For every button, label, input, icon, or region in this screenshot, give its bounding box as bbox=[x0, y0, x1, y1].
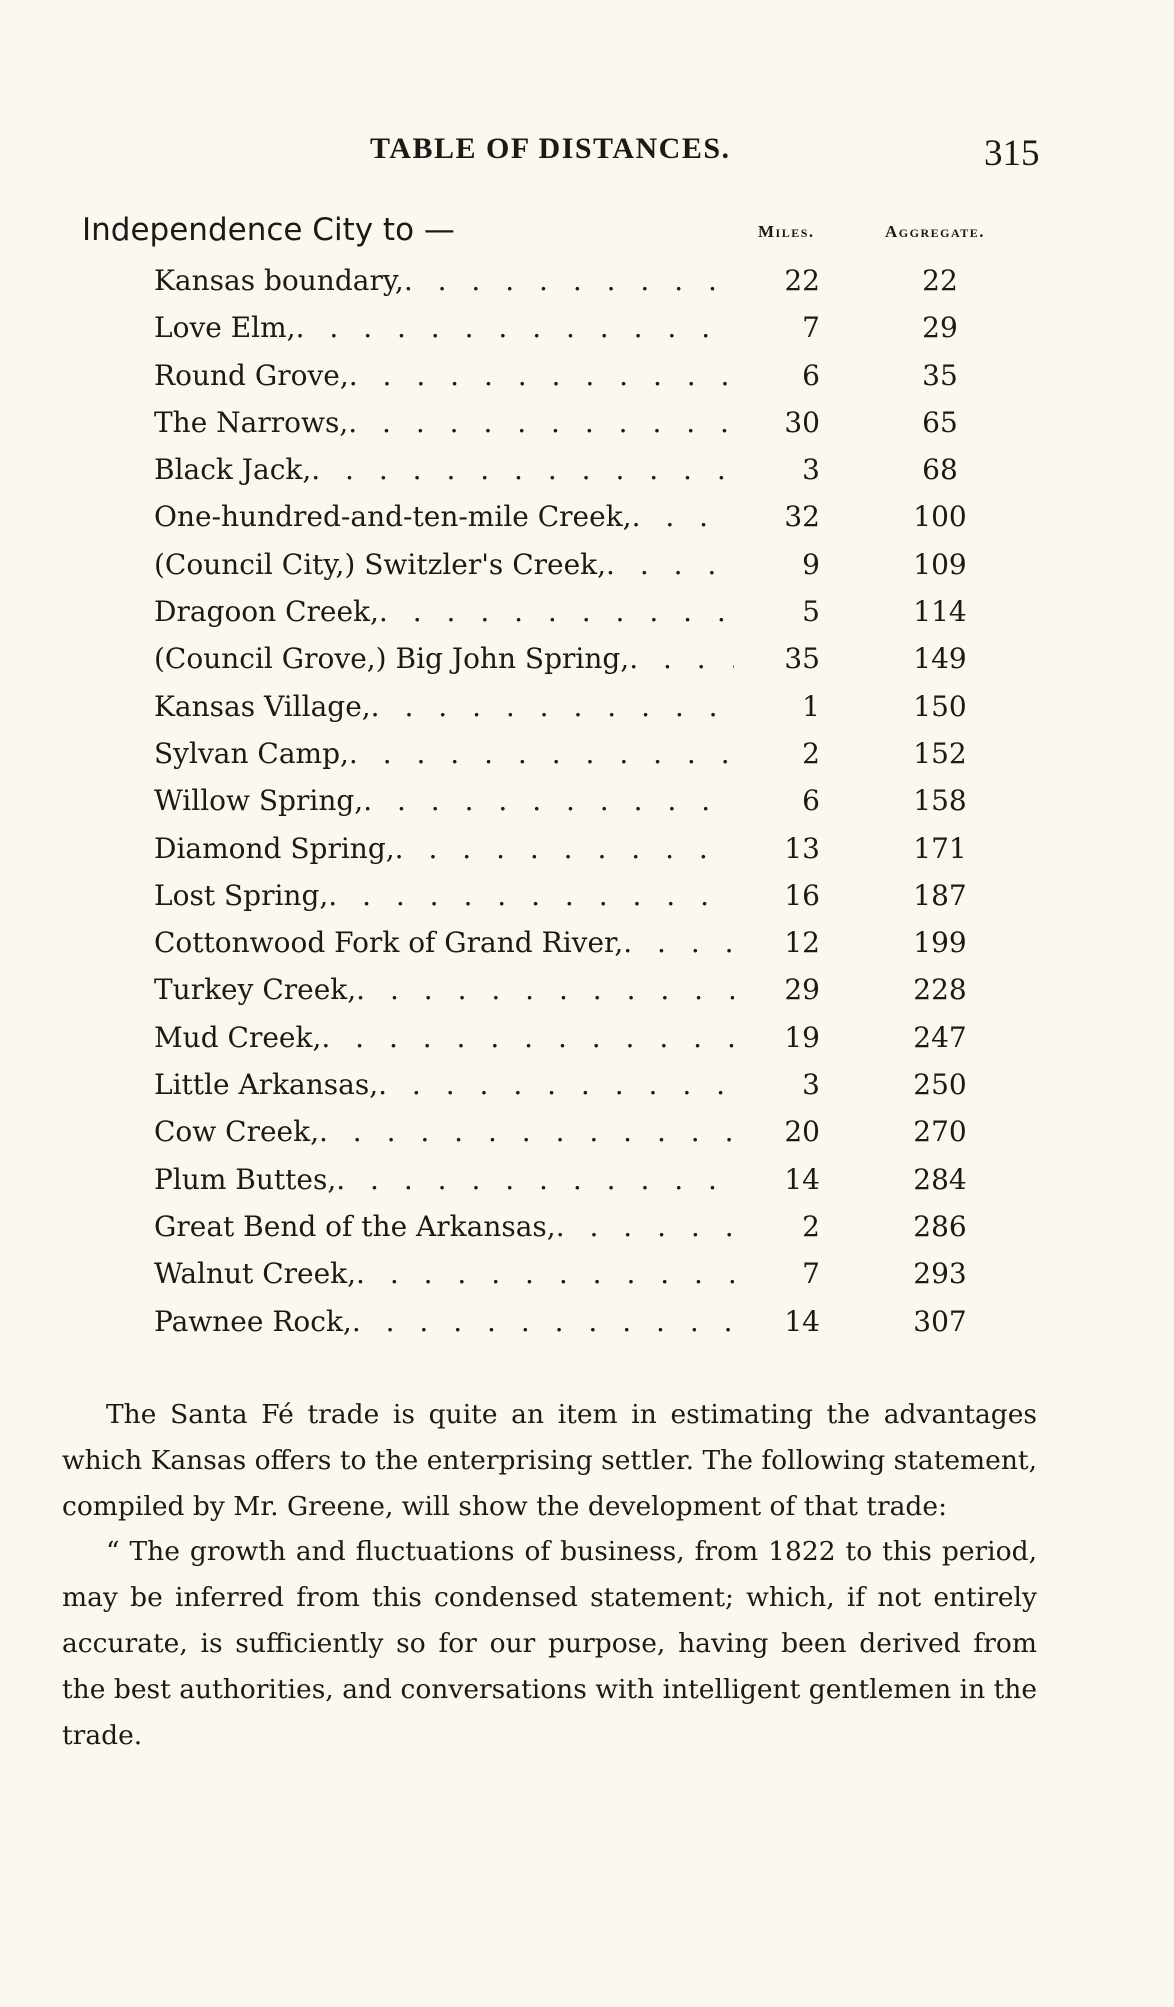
place-name: (Council City,) Switzler's Creek, bbox=[154, 547, 607, 581]
table-row bbox=[0, 642, 1174, 689]
place-name: Great Bend of the Arkansas, bbox=[154, 1209, 556, 1243]
place-cell bbox=[154, 264, 734, 297]
table-heading: Independence City to — bbox=[82, 212, 455, 248]
place-name: Round Grove, bbox=[154, 358, 349, 392]
aggregate-value: 29 bbox=[922, 311, 958, 345]
table-row bbox=[0, 973, 1174, 1020]
place-cell bbox=[154, 1257, 734, 1290]
table-row bbox=[0, 1257, 1174, 1304]
aggregate-value: 293 bbox=[913, 1257, 967, 1291]
aggregate-value: 22 bbox=[922, 264, 958, 297]
dot-leader bbox=[363, 784, 734, 817]
place-name: (Council Grove,) Big John Spring, bbox=[154, 642, 630, 676]
table-row bbox=[0, 690, 1174, 737]
place-cell bbox=[154, 359, 734, 392]
place-cell bbox=[154, 1163, 734, 1196]
place-cell bbox=[154, 1068, 734, 1101]
aggregate-value: 228 bbox=[913, 973, 967, 1007]
aggregate-value: 247 bbox=[913, 1020, 967, 1054]
place-name: Black Jack, bbox=[154, 453, 312, 487]
dot-leader bbox=[296, 311, 734, 344]
aggregate-value: 65 bbox=[922, 405, 958, 439]
aggregate-value: 158 bbox=[913, 784, 967, 818]
miles-value: 7 bbox=[802, 1257, 820, 1291]
aggregate-value: 149 bbox=[913, 642, 967, 676]
place-cell bbox=[154, 1115, 734, 1148]
aggregate-value: 68 bbox=[922, 453, 958, 487]
miles-value: 3 bbox=[802, 1068, 820, 1102]
dot-leader bbox=[348, 406, 734, 439]
miles-value: 19 bbox=[784, 1020, 820, 1054]
place-name: Turkey Creek, bbox=[154, 973, 357, 1007]
miles-value: 6 bbox=[802, 358, 820, 392]
table-row bbox=[0, 784, 1174, 831]
miles-value: 6 bbox=[802, 784, 820, 818]
miles-value: 13 bbox=[784, 831, 820, 865]
dot-leader bbox=[328, 879, 734, 912]
place-cell bbox=[154, 595, 734, 628]
place-name: Sylvan Camp, bbox=[154, 736, 349, 770]
miles-value: 2 bbox=[802, 1209, 820, 1243]
dot-leader bbox=[319, 1115, 734, 1148]
miles-value: 29 bbox=[784, 973, 820, 1007]
dot-leader bbox=[321, 1021, 734, 1054]
aggregate-value: 284 bbox=[913, 1162, 967, 1196]
table-row bbox=[0, 264, 1174, 311]
place-cell bbox=[154, 311, 734, 344]
dot-leader bbox=[379, 595, 734, 628]
aggregate-column-header: Aggregate. bbox=[885, 222, 985, 241]
miles-value: 3 bbox=[802, 453, 820, 487]
paragraph: The Santa Fé trade is quite an item in estimating the advantages which Kansas offers to the enterprising settler. The following statement, compiled by Mr. Greene, will show the development of that trade: bbox=[62, 1399, 1037, 1522]
aggregate-value: 187 bbox=[913, 878, 967, 912]
dot-leader bbox=[356, 973, 734, 1006]
aggregate-value: 270 bbox=[913, 1115, 967, 1149]
dot-leader bbox=[404, 264, 734, 297]
place-cell bbox=[154, 406, 734, 439]
dot-leader bbox=[395, 832, 734, 865]
place-cell bbox=[154, 784, 734, 817]
place-cell bbox=[154, 642, 734, 675]
table-row bbox=[0, 595, 1174, 642]
table-row bbox=[0, 406, 1174, 453]
dot-leader bbox=[371, 690, 734, 723]
table-row bbox=[0, 1210, 1174, 1257]
miles-value: 35 bbox=[784, 642, 820, 676]
table-row bbox=[0, 453, 1174, 500]
place-name: The Narrows, bbox=[154, 405, 349, 439]
place-name: Cow Creek, bbox=[154, 1115, 319, 1149]
place-name: Cottonwood Fork of Grand River, bbox=[154, 926, 624, 960]
aggregate-value: 150 bbox=[913, 689, 967, 723]
aggregate-value: 286 bbox=[913, 1209, 967, 1243]
dot-leader bbox=[632, 500, 734, 533]
aggregate-value: 307 bbox=[913, 1304, 967, 1338]
dot-leader bbox=[378, 1068, 734, 1101]
dot-leader bbox=[349, 737, 734, 770]
miles-value: 14 bbox=[784, 1304, 820, 1338]
place-cell bbox=[154, 453, 734, 486]
place-name: Lost Spring, bbox=[154, 878, 329, 912]
aggregate-value: 171 bbox=[913, 831, 967, 865]
miles-value: 2 bbox=[802, 736, 820, 770]
dot-leader bbox=[606, 548, 734, 581]
place-cell bbox=[154, 1021, 734, 1054]
table-row bbox=[0, 359, 1174, 406]
place-cell bbox=[154, 926, 734, 959]
aggregate-value: 199 bbox=[913, 926, 967, 960]
place-name: Walnut Creek, bbox=[154, 1257, 357, 1291]
miles-column-header: Miles. bbox=[758, 222, 815, 241]
miles-value: 22 bbox=[784, 264, 820, 297]
aggregate-value: 100 bbox=[913, 500, 967, 534]
dot-leader bbox=[556, 1210, 734, 1243]
paragraph: “ The growth and fluctuations of business, from 1822 to this period, may be inferred from this condensed statement; which, if not entirely accurate, is sufficiently so for our purpose, having been derived from the best authorities, and conversations with intelligent gentlemen in the trade. bbox=[62, 1536, 1037, 1751]
miles-value: 7 bbox=[802, 311, 820, 345]
table-row bbox=[0, 1305, 1174, 1352]
miles-value: 30 bbox=[784, 405, 820, 439]
place-cell bbox=[154, 973, 734, 1006]
dot-leader bbox=[356, 1257, 734, 1290]
place-cell bbox=[154, 1305, 734, 1338]
place-name: Diamond Spring, bbox=[154, 831, 395, 865]
aggregate-value: 35 bbox=[922, 358, 958, 392]
miles-value: 32 bbox=[784, 500, 820, 534]
aggregate-value: 114 bbox=[913, 595, 967, 629]
miles-value: 20 bbox=[784, 1115, 820, 1149]
place-name: Pawnee Rock, bbox=[154, 1304, 352, 1338]
dot-leader bbox=[349, 359, 734, 392]
table-row bbox=[0, 500, 1174, 547]
distance-table bbox=[0, 264, 1174, 1352]
miles-value: 16 bbox=[784, 878, 820, 912]
miles-value: 5 bbox=[802, 595, 820, 629]
place-name: Mud Creek, bbox=[154, 1020, 322, 1054]
table-row bbox=[0, 832, 1174, 879]
place-cell bbox=[154, 832, 734, 865]
dot-leader bbox=[336, 1163, 734, 1196]
table-row bbox=[0, 1068, 1174, 1115]
aggregate-value: 109 bbox=[913, 547, 967, 581]
table-row bbox=[0, 1115, 1174, 1162]
aggregate-value: 250 bbox=[913, 1068, 967, 1102]
aggregate-value: 152 bbox=[913, 736, 967, 770]
table-row bbox=[0, 879, 1174, 926]
place-name: Kansas boundary, bbox=[154, 264, 404, 297]
miles-value: 12 bbox=[784, 926, 820, 960]
miles-value: 9 bbox=[802, 547, 820, 581]
table-row bbox=[0, 1021, 1174, 1068]
place-name: Dragoon Creek, bbox=[154, 595, 379, 629]
place-name: Love Elm, bbox=[154, 311, 296, 345]
place-cell bbox=[154, 690, 734, 723]
place-name: One-hundred-and-ten-mile Creek, bbox=[154, 500, 632, 534]
miles-value: 1 bbox=[802, 689, 820, 723]
table-row bbox=[0, 737, 1174, 784]
table-row bbox=[0, 1163, 1174, 1210]
body-text bbox=[62, 1392, 1037, 1758]
place-cell bbox=[154, 1210, 734, 1243]
place-name: Willow Spring, bbox=[154, 784, 364, 818]
table-row bbox=[0, 548, 1174, 595]
dot-leader bbox=[629, 642, 734, 675]
miles-value: 14 bbox=[784, 1162, 820, 1196]
place-name: Plum Buttes, bbox=[154, 1162, 337, 1196]
dot-leader bbox=[623, 926, 734, 959]
place-name: Kansas Village, bbox=[154, 689, 371, 723]
dot-leader bbox=[311, 453, 734, 486]
place-cell bbox=[154, 500, 734, 533]
place-name: Little Arkansas, bbox=[154, 1068, 379, 1102]
place-cell bbox=[154, 879, 734, 912]
table-row bbox=[0, 311, 1174, 358]
place-cell bbox=[154, 737, 734, 770]
table-row bbox=[0, 926, 1174, 973]
page-number: 315 bbox=[984, 133, 1040, 174]
place-cell bbox=[154, 548, 734, 581]
dot-leader bbox=[352, 1305, 734, 1338]
running-title: TABLE OF DISTANCES. bbox=[370, 132, 731, 165]
